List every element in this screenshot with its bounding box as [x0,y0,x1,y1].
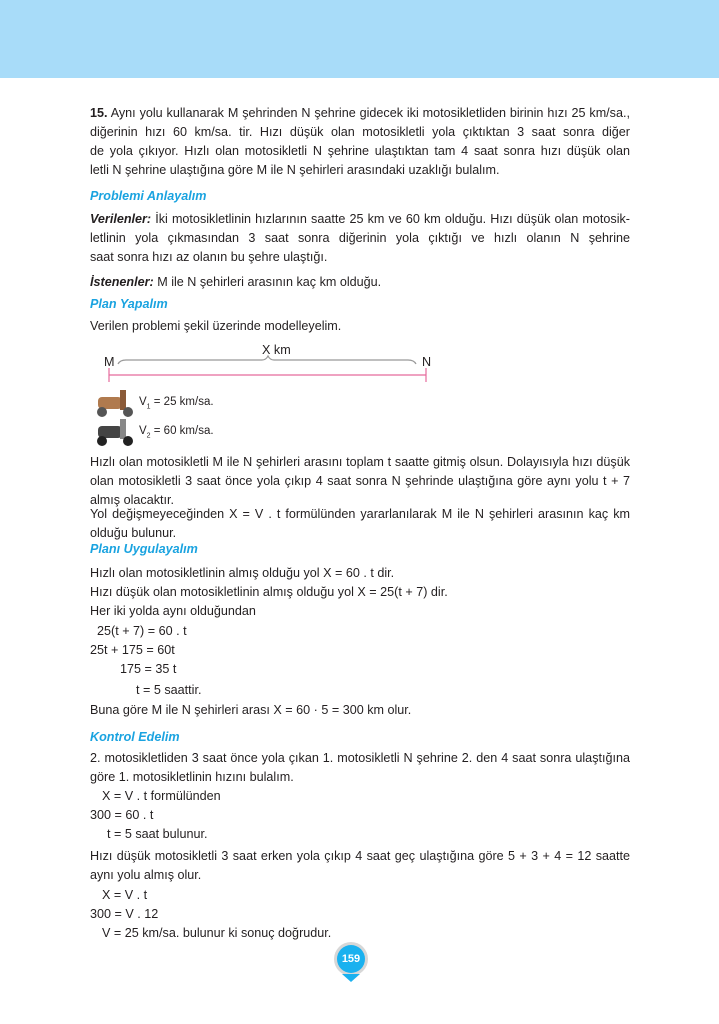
solution-line: Hızı düşük olan motosikletlinin almış olduğu yol X = 25(t + 7) dir. [90,585,448,599]
given-label: Verilenler: [90,212,152,226]
asked-line [90,273,630,292]
v1-sub: 1 [146,403,151,411]
text-line: olduğu bulunur. [90,526,177,540]
equation-line: t = 5 saat bulunur. [107,827,208,841]
heading-plani-uygulayalim: Planı Uygulayalım [90,542,198,556]
header-band [0,0,719,78]
page-badge-pointer [342,974,360,982]
solution-result: Buna göre M ile N şehirleri arası X = 60 · 5 = 300 km olur. [90,703,412,717]
problem-number: 15. [90,106,108,120]
given-section [90,210,630,267]
problem-text: Aynı yolu kullanarak M şehrinden N şehrine gidecek iki motosikletliden birinin hızı 25 km/sa., [107,106,630,120]
text-line: Yol değişmeyeceğinden X = V . t formülünden yararlanılarak M ile N şehirleri arasının kaç km [90,507,630,521]
equation-line: 25t + 175 = 60t [90,643,175,657]
distance-diagram [90,340,450,450]
text-line: letlinin yola çıkmasından 3 saat sonra diğerinin yola çıktığı ve hızlı olanın N şehrine [90,231,630,245]
v2-sub: 2 [146,432,151,440]
v2-value: = 60 km/sa. [150,425,214,437]
v2-symbol: V [139,425,147,437]
text-line: olan motosikletli 3 saat önce yola çıkıp 4 saat sonra N şehrinde ulaştığına göre aynı yolu t + 7 [90,474,630,488]
distance-brace [118,356,416,364]
scooter-1-icon [97,390,133,417]
text-line: aynı yolu almış olur. [90,868,202,882]
solution-line: Hızlı olan motosikletlinin almış olduğu yol X = 60 . t dir. [90,566,395,580]
page-number: 159 [337,945,365,973]
text-line: Hızlı olan motosikletli M ile N şehirleri arasını toplam t saatte gitmiş olsun. Dolayısıyla hızı düşük [90,455,630,469]
heading-plan-yapalim: Plan Yapalım [90,297,168,311]
point-n: N [422,355,432,369]
v1-value: = 25 km/sa. [150,396,214,408]
equation-line: 25(t + 7) = 60 . t [97,624,187,638]
text-line: almış olacaktır. [90,493,174,507]
given-lines [90,229,630,267]
given-line [90,210,630,229]
check-paragraph-1 [90,749,630,787]
v1-symbol: V [139,396,147,408]
problem-lines [90,123,630,180]
page-number-badge [334,942,368,976]
text-line: göre 1. motosikletlinin hızını bulalım. [90,770,294,784]
given-text: İki motosikletlinin hızlarının saatte 25 km ve 60 km olduğu. Hızı düşük olan motosik- [151,212,630,226]
problem-statement [90,104,630,180]
equation-line: t = 5 saattir. [136,683,202,697]
problem-line [90,104,630,123]
plan-intro: Verilen problemi şekil üzerinde modelleyelim. [90,319,342,333]
distance-label: X km [262,343,291,357]
solution-steps [90,564,630,720]
text-line: 2. motosikletliden 3 saat önce yola çıkan 1. motosikletli N şehrine 2. den 4 saat sonra ulaştığına [90,751,630,765]
point-m: M [104,355,115,369]
text-line: Hızı düşük motosikletli 3 saat erken yola çıkıp 4 saat geç ulaştığına göre 5 + 3 + 4 = 12 saatte [90,849,630,863]
check-equations-2 [90,886,630,943]
scooter-2-icon [97,419,133,446]
v1-label [139,396,214,410]
plan-paragraph-2 [90,505,630,543]
heading-kontrol-edelim: Kontrol Edelim [90,730,180,744]
text-line: de yola çıkıyor. Hızlı olan motosikletli N şehrine ulaştıktan tam 4 saat sonra hızı düşük olan [90,144,630,158]
solution-line: Her iki yolda aynı olduğundan [90,604,256,618]
plan-paragraph-1 [90,453,630,510]
text-line: diğerinin hızı 60 km/sa. tir. Hızı düşük olan motosikletli yola çıktıktan 3 saat sonra diğer [90,125,630,139]
equation-line: 300 = V . 12 [90,907,159,921]
asked-text: M ile N şehirleri arasının kaç km olduğu. [153,275,382,289]
v2-label [139,425,214,439]
text-line: saat sonra hızı az olanın bu şehre ulaştığı. [90,250,328,264]
equation-line: X = V . t [102,888,148,902]
check-paragraph-2 [90,847,630,885]
equation-line: V = 25 km/sa. bulunur ki sonuç doğrudur. [102,926,332,940]
asked-label: İstenenler: [90,275,154,289]
check-equations-1 [90,787,630,844]
heading-problemi-anlayalim: Problemi Anlayalım [90,189,207,203]
equation-line: X = V . t formülünden [102,789,221,803]
text-line: letli N şehrine ulaştığına göre M ile N şehirleri arasındaki uzaklığı bulalım. [90,163,500,177]
equation-line: 300 = 60 . t [90,808,154,822]
equation-line: 175 = 35 t [120,662,177,676]
